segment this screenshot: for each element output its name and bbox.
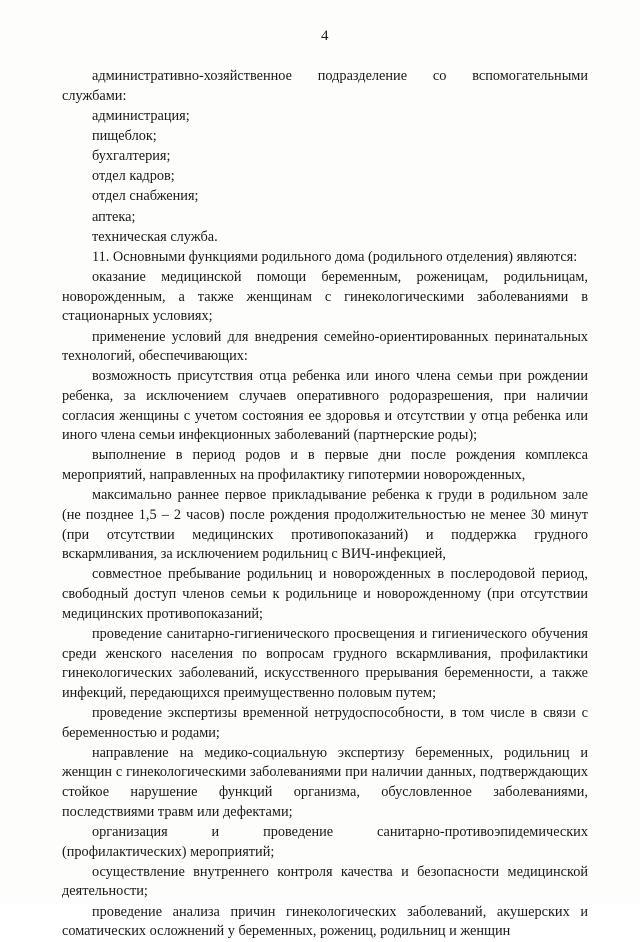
paragraph: совместное пребывание родильниц и новорожденных в послеродовой период, свободный доступ членов семьи к родильнице и новорожденному (при отсутствии медицинских противопоказаний; — [62, 566, 588, 622]
paragraph: пищеблок; — [92, 127, 157, 144]
paragraph: осуществление внутреннего контроля качества и безопасности медицинской деятельности; — [62, 863, 588, 900]
paragraph: администрация; — [92, 107, 190, 124]
paragraph: направление на медико-социальную экспертизу беременных, родильниц и женщин с гинекологическими заболеваниями при наличии данных, подтверждающих стойкое нарушение функций организма, обусловленное заболеваниями, последствиями травм или дефектами; — [62, 744, 588, 820]
paragraph: 11. Основными функциями родильного дома (родильного отделения) являются: — [92, 248, 578, 265]
paragraph: административно-хозяйственное подразделение со вспомогательными службами: — [62, 68, 588, 104]
paragraph: отдел кадров; — [92, 168, 175, 185]
paragraph: максимально раннее первое прикладывание ребенка к груди в родильном зале (не позднее 1,5 – 2 часов) после рождения продолжительностью не менее 30 минут (при отсутствии медицинских противопоказаний) и поддержка грудного вскармливания, за исключением родильниц с ВИЧ-инфекцией, — [62, 487, 588, 563]
paragraph: отдел снабжения; — [92, 188, 199, 205]
page-number: 4 — [321, 28, 329, 44]
paragraph: возможность присутствия отца ребенка или иного члена семьи при рождении ребенка, за исключением случаев оперативного родоразрешения, при наличии согласия женщины с учетом состояния ее здоровья и отсутствии у отца ребенка или иного члена семьи инфекционных заболеваний (партнерские роды); — [62, 368, 588, 444]
paragraph: организация и проведение санитарно-противоэпидемических (профилактических) мероприятий; — [62, 823, 588, 860]
paragraph: аптека; — [92, 208, 136, 225]
paragraph: бухгалтерия; — [92, 148, 171, 165]
paragraph: выполнение в период родов и в первые дни после рождения комплекса мероприятий, направленных на профилактику гипотермии новорожденных, — [62, 447, 588, 484]
paragraph: применение условий для внедрения семейно-ориентированных перинатальных технологий, обеспечивающих: — [62, 328, 588, 365]
paragraph: проведение экспертизы временной нетрудоспособности, в том числе в связи с беременностью и родами; — [62, 705, 588, 741]
paragraph: проведение санитарно-гигиенического просвещения и гигиенического обучения среди женского населения по вопросам грудного вскармливания, профилактики гинекологических заболеваний, искусственного прерывания беременности, а также инфекций, передающихся преимущественно половым путем; — [62, 625, 588, 701]
paragraph: проведение анализа причин гинекологических заболеваний, акушерских и соматических осложнений у беременных, рожениц, родильниц и женщин — [62, 903, 588, 940]
paragraph: оказание медицинской помощи беременным, роженицам, родильницам, новорожденным, а также женщинам с гинекологическими заболеваниями в стационарных условиях; — [62, 269, 588, 325]
paragraph: техническая служба. — [92, 228, 218, 245]
document-body — [62, 67, 588, 942]
